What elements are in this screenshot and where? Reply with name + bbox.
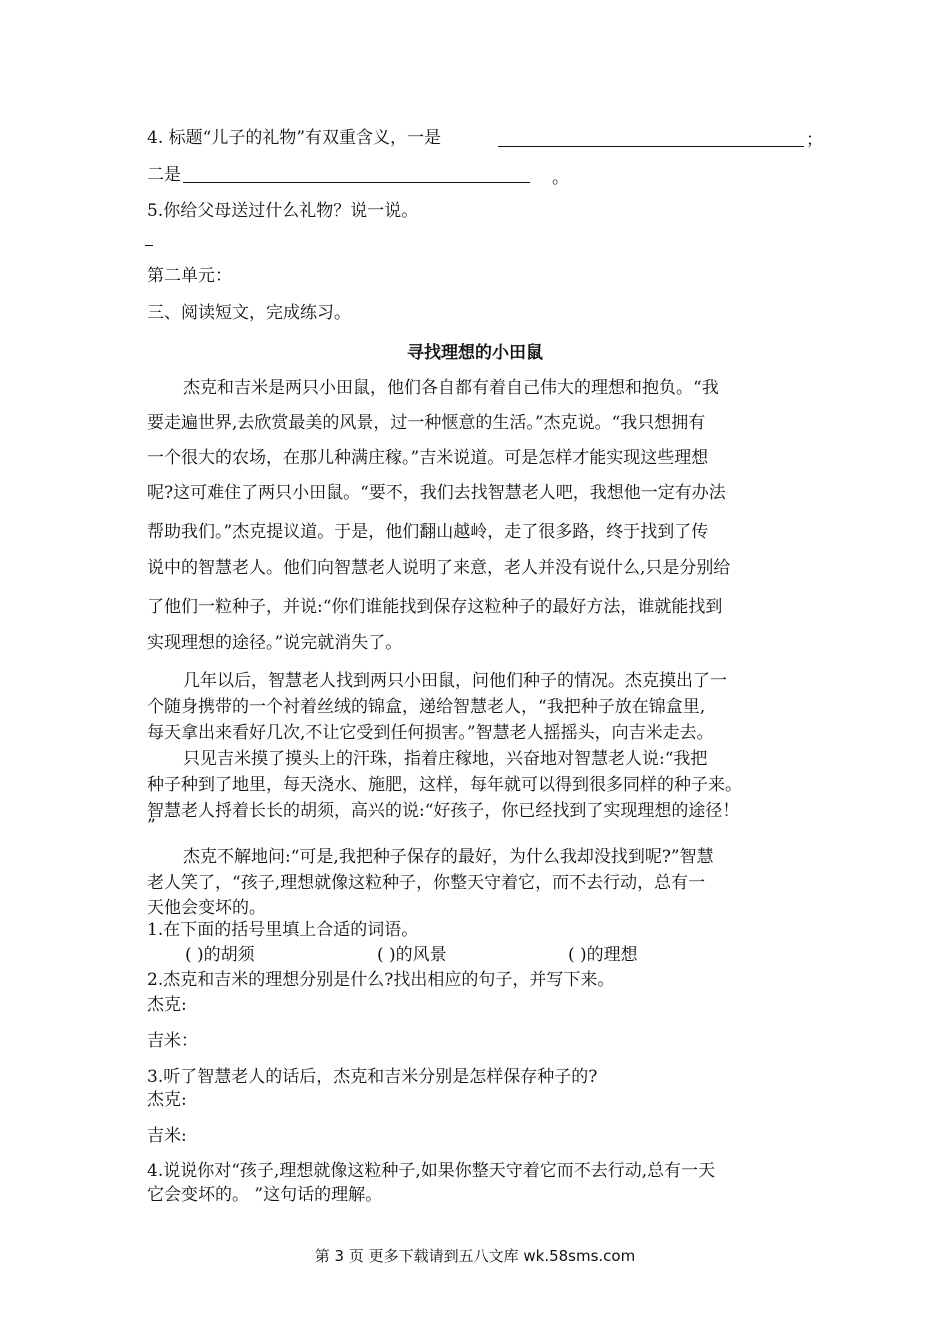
unit-heading: 第二单元： [147,266,232,286]
story-line: 智慧老人捋着长长的胡须，高兴的说:“好孩子，你已经找到了实现理想的途径！ [147,801,740,821]
page-footer: 第 3 页 更多下载请到五八文库 wk.58sms.com [314,1247,636,1265]
story-line: 呢?这可难住了两只小田鼠。“要不，我们去找智慧老人吧，我想他一定有办法 [147,483,726,503]
story-line: 天他会变坏的。 [147,898,266,918]
story-title: 寻找理想的小田鼠 [407,343,543,363]
fill-item-2[interactable]: ( )的风景 [377,945,447,965]
story-line: 实现理想的途径。”说完就消失了。 [147,633,403,653]
story-line: 杰克和吉米是两只小田鼠，他们各自都有着自己伟大的理想和抱负。“我 [183,378,719,398]
story-line: 每天拿出来看好几次,不让它受到任何损害。”智慧老人摇摇头，向吉米走去。 [147,723,714,743]
story-line: 要走遍世界,去欣赏最美的风景，过一种惬意的生活。”杰克说。“我只想拥有 [147,413,706,433]
fill-item-3[interactable]: ( )的理想 [568,945,638,965]
question-2: 2.杰克和吉米的理想分别是什么?找出相应的句子，并写下来。 [147,970,615,990]
story-line: 说中的智慧老人。他们向智慧老人说明了来意，老人并没有说什么,只是分别给 [147,558,731,578]
section-heading: 三、阅读短文，完成练习。 [147,303,351,323]
answer-label-jimmy: 吉米： [147,1031,198,1051]
story-line: ” [147,816,156,836]
answer-label-jimmy-2: 吉米: [147,1126,187,1146]
question-4-understanding: 4.说说你对“孩子,理想就像这粒种子,如果你整天守着它而不去行动,总有一天 [147,1161,716,1181]
story-line: 一个很大的农场，在那儿种满庄稼。”吉米说道。可是怎样才能实现这些理想 [147,448,709,468]
question-4-part2: 二是 [147,165,181,185]
question-4-end: 。 [552,168,569,188]
story-line: 杰克不解地问:“可是,我把种子保存的最好，为什么我却没找到呢?”智慧 [183,847,714,867]
story-line: 帮助我们。”杰克提议道。于是，他们翻山越岭，走了很多路，终于找到了传 [147,522,709,542]
question-4-semicolon: ； [806,130,823,150]
question-4-understanding-cont: 它会变坏的。 ”这句话的理解。 [147,1185,383,1205]
story-line: 几年以后，智慧老人找到两只小田鼠，问他们种子的情况。杰克摸出了一 [183,671,727,691]
story-line: 只见吉米摸了摸头上的汗珠，指着庄稼地，兴奋地对智慧老人说:“我把 [183,749,708,769]
short-dash [145,245,153,246]
question-4-lead: 4. 标题“儿子的礼物”有双重含义，一是 [147,128,442,148]
story-line: 种子种到了地里，每天浇水、施肥，这样，每年就可以得到很多同样的种子来。 [147,775,742,795]
story-line: 个随身携带的一个衬着丝绒的锦盒，递给智慧老人，“我把种子放在锦盒里, [147,697,706,717]
question-1: 1.在下面的括号里填上合适的词语。 [147,920,419,940]
answer-label-jack-2: 杰克: [147,1090,187,1110]
story-line: 了他们一粒种子，并说:“你们谁能找到保存这粒种子的最好方法，谁就能找到 [147,597,723,617]
answer-blank-2[interactable] [183,164,530,183]
fill-item-1[interactable]: ( )的胡须 [185,945,255,965]
answer-label-jack: 杰克: [147,995,187,1015]
answer-blank-1[interactable] [498,129,804,147]
question-3: 3.听了智慧老人的话后，杰克和吉米分别是怎样保存种子的? [147,1067,598,1087]
story-line: 老人笑了，“孩子,理想就像这粒种子，你整天守着它，而不去行动，总有一 [147,873,706,893]
question-5: 5.你给父母送过什么礼物？说一说。 [147,201,419,221]
